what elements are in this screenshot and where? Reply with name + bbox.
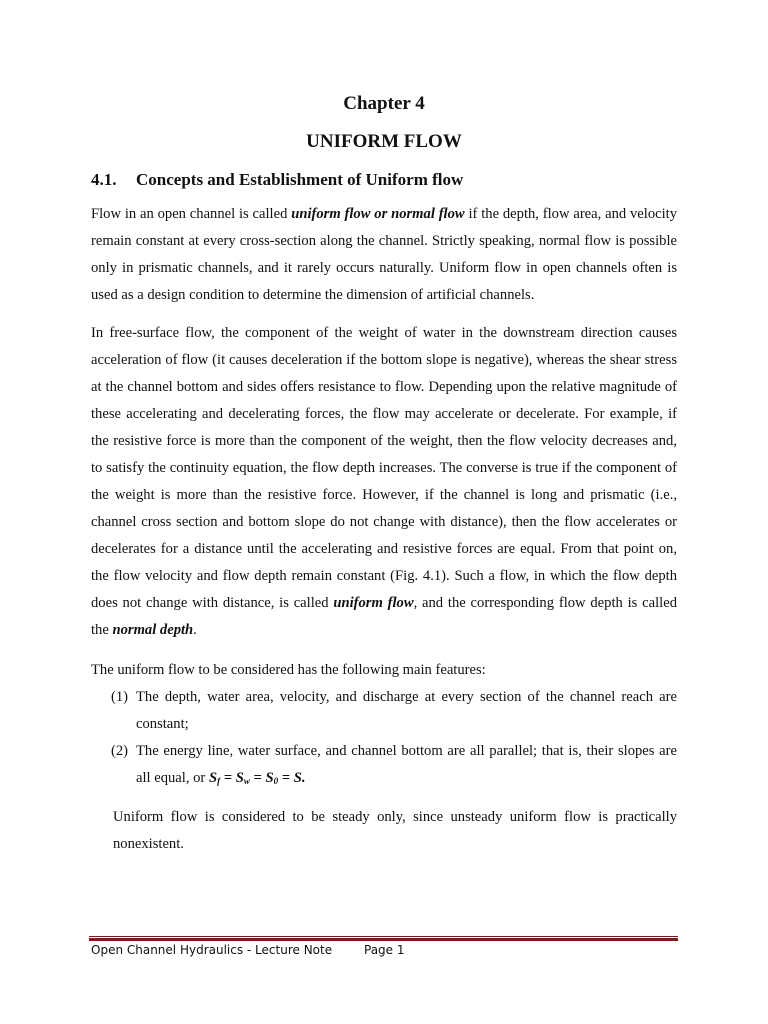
list-item [111,684,677,738]
chapter-heading: Chapter 4 [343,93,425,114]
section-title: Concepts and Establishment of Uniform flow [136,170,464,189]
footer-title: Open Channel Hydraulics - Lecture Note [91,943,333,957]
emphasis-term: normal depth [112,622,194,638]
text-run: if the depth, flow area, and velocity remain constant at every cross-section along the channel. Strictly speaking, normal flow is possible only in prismatic channels, and it rarely occurs naturally. Uniform flow in open channels often is used as a design condition to determine the dimension of artificial channels. [91,206,678,303]
text-run: Flow in an open channel is called [91,206,292,222]
text-run: . [193,622,197,638]
section-heading [91,170,691,190]
features-list [111,684,677,792]
section-number: 4.1. [91,170,117,189]
text-run: In free-surface flow, the component of the weight of water in the downstream direction causes acceleration of flow (it causes deceleration if the bottom slope is negative), whereas the shear stress at the channel bottom and sides offers resistance to flow. Depending upon the relative magnitude of these accelerating and decelerating forces, the flow may accelerate or decelerate. For example, if the resistive force is more than the component of the weight, then the flow velocity decreases and, to satisfy the continuity equation, the flow depth increases. The converse is true if the component of the weight is more than the resistive force. However, if the channel is long and prismatic (i.e., channel cross section and bottom slope do not change with distance), then the flow accelerates or decelerates for a distance until the accelerating and resistive forces are equal. From that point on, the flow velocity and flow depth remain constant (Fig. 4.1). Such a flow, in which the flow depth does not change with distance, is called [91,325,677,611]
footer-rule [89,936,678,937]
paragraph-intro [91,201,677,309]
list-marker: (2) [111,743,129,759]
page-footer [91,943,405,957]
emphasis-term: uniform flow [333,595,414,611]
list-item [111,738,677,792]
footer-rule-thick [89,938,678,941]
list-item-text: The energy line, water surface, and channel bottom are all parallel; that is, their slopes are all equal, or [136,743,677,786]
list-marker: (1) [111,689,129,705]
slope-equation: $S_f = S_w = S_0 = S$. [208,770,306,786]
text-run: , and the corresponding flow depth is called the [91,595,677,638]
list-item-text: The depth, water area, velocity, and discharge at every section of the channel reach are constant; [136,689,677,732]
paragraph-features-intro: The uniform flow to be considered has the following main features: [91,662,486,678]
chapter-title: UNIFORM FLOW [306,131,462,152]
page-number: Page 1 [364,943,405,957]
emphasis-term: uniform flow or normal flow [291,206,465,222]
paragraph-forces [91,320,677,644]
paragraph-steady: Uniform flow is considered to be steady only, since unsteady uniform flow is practically nonexistent. [113,809,677,852]
